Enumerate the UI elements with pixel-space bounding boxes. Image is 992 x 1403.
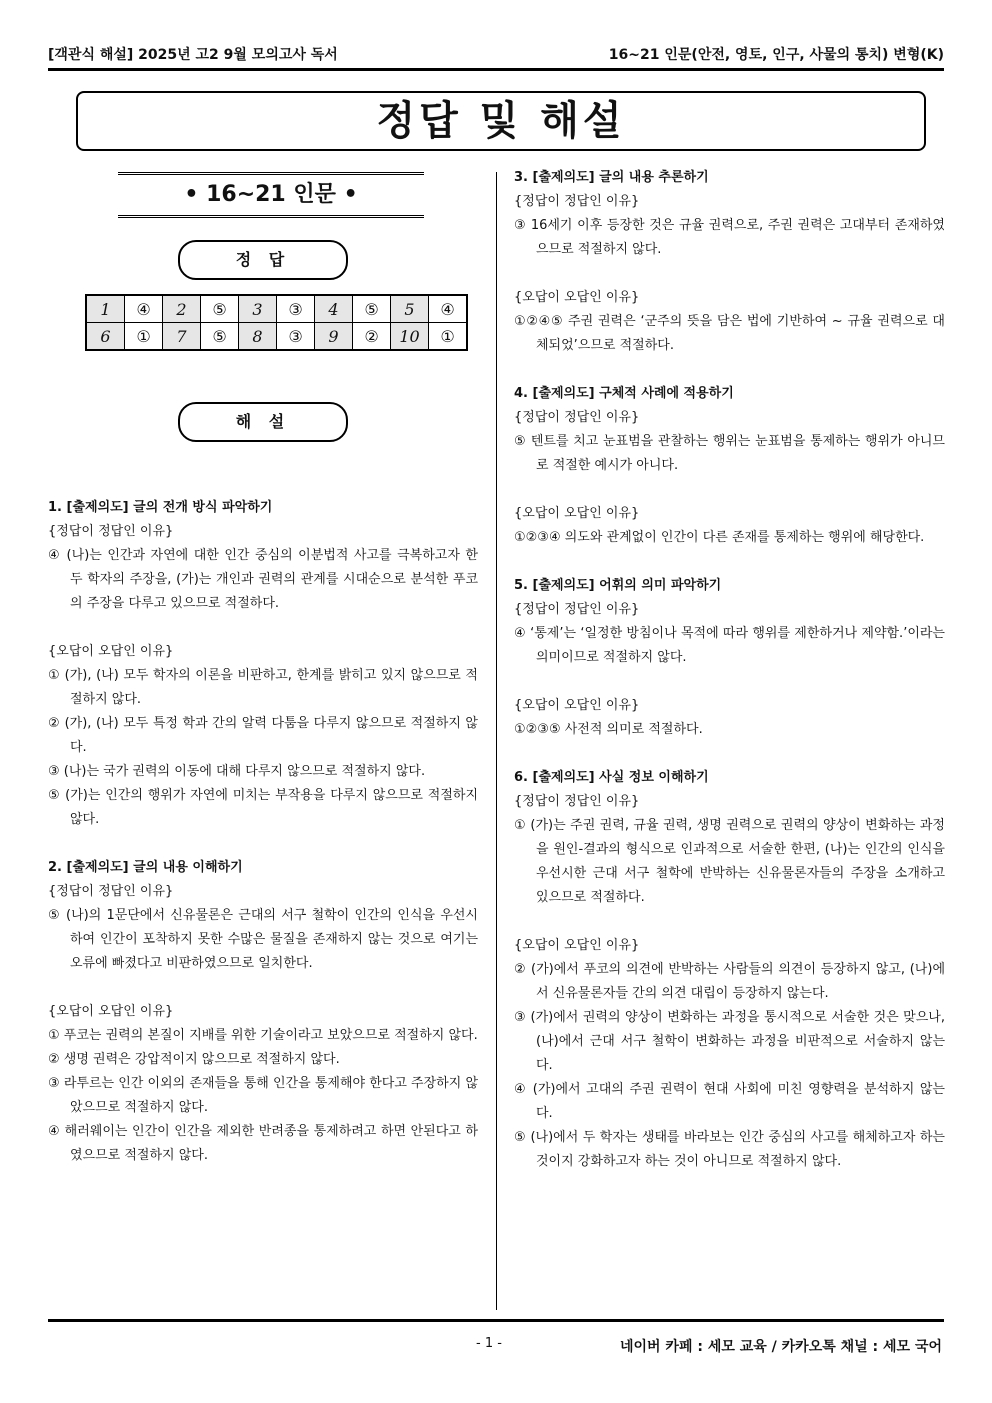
answer-question-number: 4 — [315, 295, 353, 323]
section-title: • 16~21 인문 • — [118, 172, 424, 218]
correct-explanation: ④ (나)는 인간과 자연에 대한 인간 중심의 이분법적 사고를 극복하고자 한 두 학자의 주장을, (가)는 개인과 권력의 관계를 시대순으로 분석한 푸코의 주장을 다루고 있으므로 적절하다. — [48, 548, 478, 611]
correct-explanation: ① (가)는 주권 권력, 규율 권력, 생명 권력으로 권력의 양상이 변화하는 과정을 원인-결과의 형식으로 인과적으로 서술한 한편, (나)는 인간의 인식을 우선시한 근대 서구 철학에 반박하는 신유물론자들의 주장을 소개하고 있으므로 적절하다. — [514, 818, 945, 905]
question-2 — [48, 856, 478, 1168]
answer-pill: 정 답 — [178, 240, 348, 280]
correct-explanation: ⑤ (나)의 1문단에서 신유물론은 근대의 서구 철학이 인간의 인식을 우선시하여 인간이 포착하지 못한 수많은 물질을 존재하지 않는 것으로 여기는 오류에 빠졌다고 비판하였으므로 일치한다. — [48, 908, 478, 971]
wrong-label: {오답이 오답인 이유} — [514, 698, 640, 713]
question-heading: 6. [출제의도] 사실 정보 이해하기 — [514, 770, 709, 785]
correct-explanation: ⑤ 텐트를 치고 눈표범을 관찰하는 행위는 눈표범을 통제하는 행위가 아니므로 적절한 예시가 아니다. — [514, 434, 945, 473]
answer-choice: ④ — [429, 295, 468, 323]
header-left: [객관식 해설] 2025년 고2 9월 모의고사 독서 — [48, 47, 338, 63]
wrong-explanation: ② (가), (나) 모두 특정 학과 간의 알력 다툼을 다루지 않으므로 적절하지 않다. — [48, 716, 478, 755]
wrong-explanation: ③ 라투르는 인간 이외의 존재들을 통해 인간을 통제해야 한다고 주장하지 않았으므로 적절하지 않다. — [48, 1076, 478, 1115]
answer-question-number: 5 — [391, 295, 429, 323]
question-5 — [514, 574, 945, 742]
footer-credit: 네이버 카페 : 세모 교육 / 카카오톡 채널 : 세모 국어 — [619, 1339, 942, 1355]
answer-question-number: 9 — [315, 323, 353, 351]
correct-explanation: ④ ‘통제’는 ‘일정한 방침이나 목적에 따라 행위를 제한하거나 제약함.’이라는 의미이므로 적절하지 않다. — [514, 626, 945, 665]
answer-question-number: 1 — [86, 295, 125, 323]
wrong-explanation: ①②③④ 의도와 관계없이 인간이 다른 존재를 통제하는 행위에 해당한다. — [514, 530, 925, 545]
wrong-label: {오답이 오답인 이유} — [48, 1004, 174, 1019]
answer-table — [85, 294, 468, 351]
question-1 — [48, 496, 478, 832]
correct-label: {정답이 정답인 이유} — [514, 410, 640, 425]
answer-choice: ⑤ — [201, 323, 239, 351]
footer-rule — [48, 1319, 944, 1322]
spacer — [514, 670, 945, 694]
commentary-pill: 해 설 — [178, 402, 348, 442]
spacer — [48, 616, 478, 640]
column-divider — [496, 172, 497, 1310]
answer-question-number: 3 — [239, 295, 277, 323]
question-heading: 4. [출제의도] 구체적 사례에 적용하기 — [514, 386, 734, 401]
wrong-explanation: ⑤ (가)는 인간의 행위가 자연에 미치는 부작용을 다루지 않으므로 적절하지 않다. — [48, 788, 478, 827]
wrong-explanation: ① 푸코는 권력의 본질이 지배를 위한 기술이라고 보았으므로 적절하지 않다. — [48, 1028, 478, 1043]
right-column — [514, 166, 945, 1198]
answer-choice: ② — [353, 323, 391, 351]
header-rule — [48, 68, 944, 71]
page-number: - 1 - — [476, 1336, 502, 1351]
correct-explanation: ③ 16세기 이후 등장한 것은 규율 권력으로, 주권 권력은 고대부터 존재하였으므로 적절하지 않다. — [514, 218, 945, 257]
question-6 — [514, 766, 945, 1174]
correct-label: {정답이 정답인 이유} — [514, 794, 640, 809]
wrong-explanation: ③ (나)는 국가 권력의 이동에 대해 다루지 않으므로 적절하지 않다. — [48, 764, 426, 779]
left-column — [48, 496, 478, 1192]
question-3 — [514, 166, 945, 358]
answer-question-number: 10 — [391, 323, 429, 351]
wrong-explanation: ⑤ (나)에서 두 학자는 생태를 바라보는 인간 중심의 사고를 해체하고자 하는 것이지 강화하고자 하는 것이 아니므로 적절하지 않다. — [514, 1130, 945, 1169]
correct-label: {정답이 정답인 이유} — [48, 524, 174, 539]
question-heading: 3. [출제의도] 글의 내용 추론하기 — [514, 170, 709, 185]
wrong-explanation: ② (가)에서 푸코의 의견에 반박하는 사람들의 의견이 등장하지 않고, (나)에서 신유물론자들 간의 의견 대립이 등장하지 않는다. — [514, 962, 945, 1001]
wrong-explanation: ④ 해러웨이는 인간이 인간을 제외한 반려종을 통제하려고 하면 안된다고 하였으므로 적절하지 않다. — [48, 1124, 478, 1163]
question-heading: 2. [출제의도] 글의 내용 이해하기 — [48, 860, 243, 875]
question-heading: 5. [출제의도] 어휘의 의미 파악하기 — [514, 578, 722, 593]
correct-label: {정답이 정답인 이유} — [514, 194, 640, 209]
correct-label: {정답이 정답인 이유} — [48, 884, 174, 899]
question-4 — [514, 382, 945, 550]
spacer — [514, 910, 945, 934]
correct-label: {정답이 정답인 이유} — [514, 602, 640, 617]
answer-choice: ① — [125, 323, 163, 351]
wrong-label: {오답이 오답인 이유} — [514, 506, 640, 521]
wrong-label: {오답이 오답인 이유} — [514, 290, 640, 305]
header-right: 16~21 인문(안전, 영토, 인구, 사물의 통치) 변형(K) — [608, 47, 944, 63]
answer-choice: ④ — [125, 295, 163, 323]
wrong-explanation: ①②③⑤ 사전적 의미로 적절하다. — [514, 722, 703, 737]
answer-row-1 — [86, 295, 467, 323]
spacer — [514, 478, 945, 502]
wrong-label: {오답이 오답인 이유} — [514, 938, 640, 953]
spacer — [514, 262, 945, 286]
answer-choice: ③ — [277, 323, 315, 351]
answer-question-number: 7 — [163, 323, 201, 351]
wrong-label: {오답이 오답인 이유} — [48, 644, 174, 659]
wrong-explanation: ① (가), (나) 모두 학자의 이론을 비판하고, 한계를 밝히고 있지 않으므로 적절하지 않다. — [48, 668, 478, 707]
spacer — [48, 976, 478, 1000]
answer-question-number: 2 — [163, 295, 201, 323]
question-heading: 1. [출제의도] 글의 전개 방식 파악하기 — [48, 500, 273, 515]
wrong-explanation: ② 생명 권력은 강압적이지 않으므로 적절하지 않다. — [48, 1052, 340, 1067]
wrong-explanation: ④ (가)에서 고대의 주권 권력이 현대 사회에 미친 영향력을 분석하지 않는다. — [514, 1082, 945, 1121]
wrong-explanation: ①②④⑤ 주권 권력은 ‘군주의 뜻을 담은 법에 기반하여 ~ 규율 권력으로 대체되었’으므로 적절하다. — [514, 314, 945, 353]
answer-choice: ⑤ — [201, 295, 239, 323]
answer-row-2 — [86, 323, 467, 351]
answer-choice: ① — [429, 323, 468, 351]
answer-question-number: 6 — [86, 323, 125, 351]
answer-choice: ③ — [277, 295, 315, 323]
page-title: 정답 및 해설 — [76, 91, 926, 151]
wrong-explanation: ③ (가)에서 권력의 양상이 변화하는 과정을 통시적으로 서술한 것은 맞으나, (나)에서 근대 서구 철학이 변화하는 과정을 비판적으로 서술하지 않는다. — [514, 1010, 945, 1073]
answer-choice: ⑤ — [353, 295, 391, 323]
answer-question-number: 8 — [239, 323, 277, 351]
